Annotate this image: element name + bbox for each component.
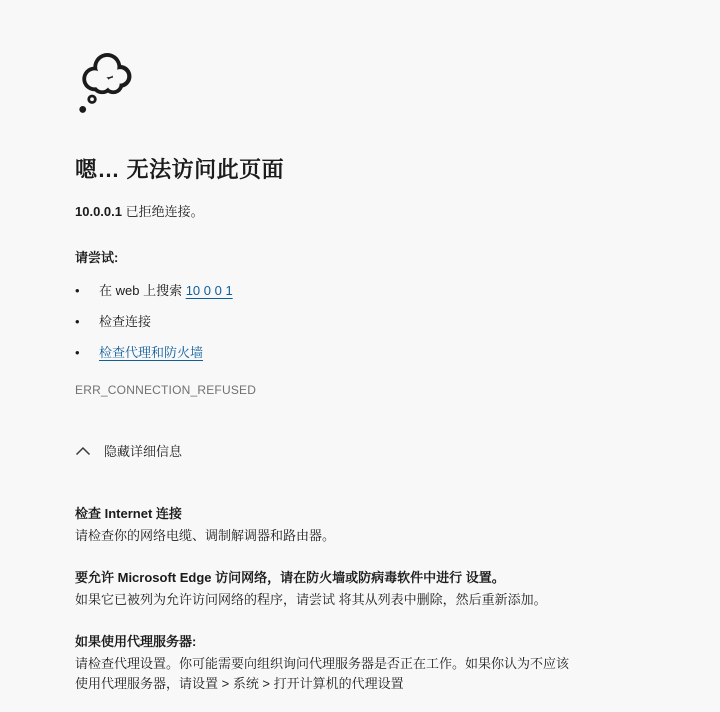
suggestion-text: 检查连接 (99, 314, 152, 329)
proxy-firewall-link[interactable]: 检查代理和防火墙 (99, 345, 204, 360)
refused-text: 已拒绝连接。 (122, 204, 204, 219)
details-body: 请检查你的网络电缆、调制解调器和路由器。 (75, 528, 336, 543)
bullet-icon: • (75, 314, 80, 329)
chevron-up-icon (75, 446, 91, 456)
bullet-icon: • (75, 283, 80, 298)
details-heading: 检查 Internet 连接 (75, 506, 182, 521)
suggestion-item-proxy (75, 344, 570, 361)
details-section-proxy (75, 632, 570, 694)
details-body: 如果它已被列为允许访问网络的程序，请尝试 将其从列表中删除，然后重新添加。 (75, 592, 547, 607)
search-prefix: 在 web 上搜索 (99, 283, 186, 298)
details-heading: 如果使用代理服务器: (75, 634, 197, 649)
try-heading: 请尝试: (75, 250, 119, 265)
details-heading: 要允许 Microsoft Edge 访问网络，请在防火墙或防病毒软件中进行 设置。 (75, 570, 505, 585)
details-panel (75, 504, 570, 694)
hide-details-button[interactable] (75, 441, 182, 460)
suggestion-text (99, 282, 233, 299)
bullet-icon: • (75, 345, 80, 360)
details-section-internet (75, 504, 570, 546)
details-body: 请检查代理设置。你可能需要向组织询问代理服务器是否正在工作。如果你认为不应该使用代理服务器，请设置 > 系统 > 打开计算机的代理设置 (75, 656, 570, 691)
suggestion-list (75, 282, 570, 361)
host-address: 10.0.0.1 (75, 204, 122, 219)
error-code: ERR_CONNECTION_REFUSED (75, 383, 257, 397)
error-title: 嗯… 无法访问此页面 (75, 157, 285, 182)
suggestion-item-connection (75, 313, 570, 330)
details-section-firewall (75, 568, 570, 610)
thought-cloud-icon (75, 45, 143, 123)
error-subtitle (75, 203, 570, 221)
suggestion-item-search (75, 282, 570, 299)
search-link[interactable]: 10 0 0 1 (185, 283, 233, 298)
hide-details-label: 隐藏详细信息 (104, 444, 183, 459)
